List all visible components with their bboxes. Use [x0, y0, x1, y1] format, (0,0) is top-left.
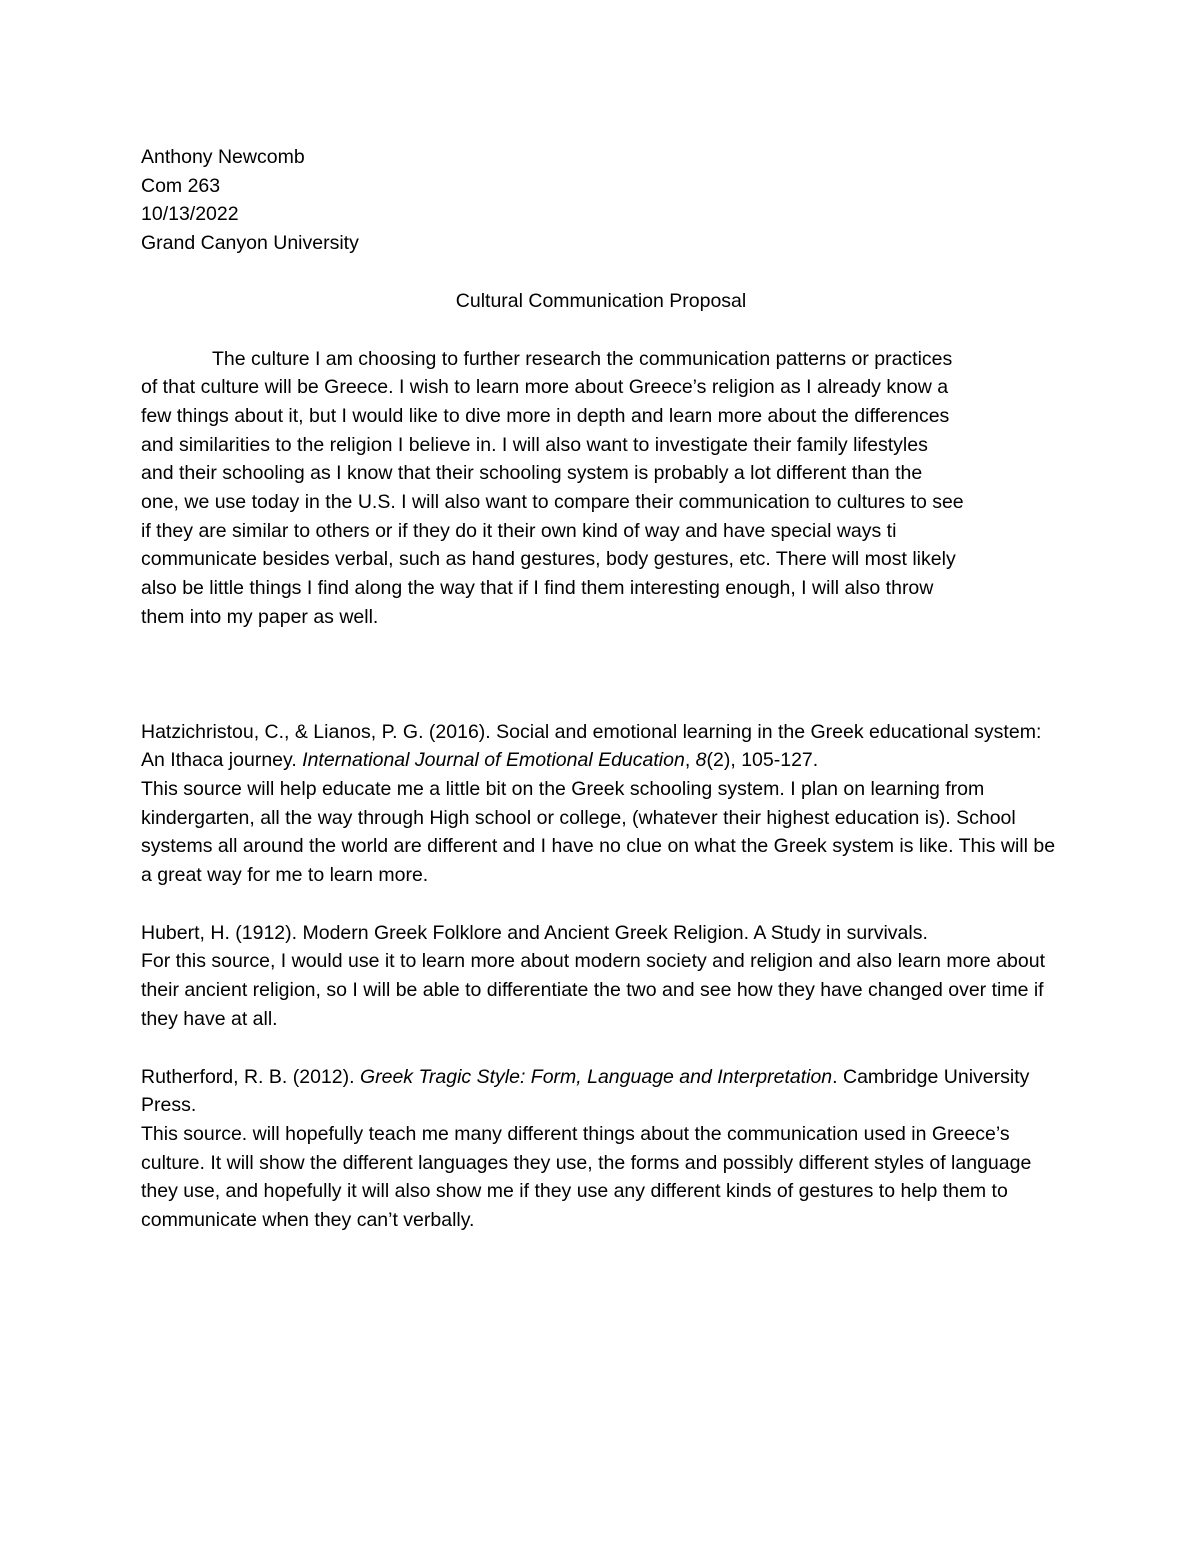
- annotation-line: This source. will hopefully teach me many different things about the communication used in Greece’s: [141, 1122, 1010, 1145]
- annotation-line: they have at all.: [141, 1007, 278, 1030]
- reference-entry-hubert: [141, 919, 1161, 1034]
- references-section: [141, 718, 1161, 1235]
- citation-text: (2), 105-127.: [706, 749, 819, 772]
- proposal-paragraph: [141, 345, 1161, 632]
- citation-line: Press.: [141, 1094, 197, 1117]
- paragraph-line: also be little things I find along the way that if I find them interesting enough, I will also throw: [141, 577, 934, 600]
- paragraph-line: and similarities to the religion I believe in. I will also want to investigate their family lifestyles: [141, 433, 928, 456]
- paragraph-line: if they are similar to others or if they do it their own kind of way and have special ways ti: [141, 519, 897, 542]
- journal-title: International Journal of Emotional Education: [302, 749, 685, 772]
- paragraph-line: one, we use today in the U.S. I will also want to compare their communication to cultures to see: [141, 491, 964, 514]
- reference-entry-hatzichristou: [141, 718, 1161, 890]
- annotation-line: systems all around the world are different and I have no clue on what the Greek system is like. This will be: [141, 835, 1056, 858]
- annotation-line: their ancient religion, so I will be able to differentiate the two and see how they have changed over time if: [141, 979, 1044, 1002]
- annotation-line: a great way for me to learn more.: [141, 864, 429, 887]
- author-name: Anthony Newcomb: [141, 146, 305, 168]
- annotation-line: they use, and hopefully it will also show me if they use any different kinds of gestures to help them to: [141, 1180, 1008, 1203]
- paragraph-line: them into my paper as well.: [141, 605, 379, 628]
- citation-line: [141, 746, 1161, 775]
- annotation-line: culture. It will show the different languages they use, the forms and possibly different styles of language: [141, 1151, 1032, 1174]
- annotation-line: For this source, I would use it to learn more about modern society and religion and also learn more about: [141, 950, 1045, 973]
- paragraph-line: of that culture will be Greece. I wish to learn more about Greece’s religion as I already know a: [141, 376, 949, 399]
- citation-text: . Cambridge University: [832, 1065, 1030, 1088]
- document-date: 10/13/2022: [141, 203, 239, 226]
- document-page: [141, 143, 1161, 1264]
- citation-line: Hubert, H. (1912). Modern Greek Folklore and Ancient Greek Religion. A Study in survivals.: [141, 921, 928, 944]
- reference-entry-rutherford: [141, 1063, 1161, 1235]
- annotation-line: kindergarten, all the way through High school or college, (whatever their highest education is). School: [141, 806, 1016, 829]
- paragraph-line: communicate besides verbal, such as hand gestures, body gestures, etc. There will most likely: [141, 548, 956, 571]
- citation-text: Rutherford, R. B. (2012).: [141, 1065, 360, 1088]
- annotation-line: communicate when they can’t verbally.: [141, 1209, 475, 1232]
- citation-text: An Ithaca journey.: [141, 749, 303, 772]
- journal-volume: 8: [695, 749, 707, 772]
- citation-line: [141, 1063, 1161, 1092]
- book-title: Greek Tragic Style: Form, Language and Interpretation: [359, 1065, 833, 1088]
- header-block: [141, 143, 1161, 258]
- citation-line: Hatzichristou, C., & Lianos, P. G. (2016). Social and emotional learning in the Greek educational system:: [141, 720, 1042, 743]
- document-title: Cultural Communication Proposal: [455, 289, 747, 312]
- citation-text: ,: [684, 749, 696, 772]
- paragraph-line: The culture I am choosing to further research the communication patterns or practices: [212, 347, 953, 370]
- paragraph-line: and their schooling as I know that their schooling system is probably a lot different than the: [141, 462, 923, 485]
- annotation-line: This source will help educate me a little bit on the Greek schooling system. I plan on learning from: [141, 777, 985, 800]
- paragraph-line: few things about it, but I would like to dive more in depth and learn more about the differences: [141, 404, 950, 427]
- course-code: Com 263: [141, 174, 221, 197]
- school-name: Grand Canyon University: [141, 232, 359, 255]
